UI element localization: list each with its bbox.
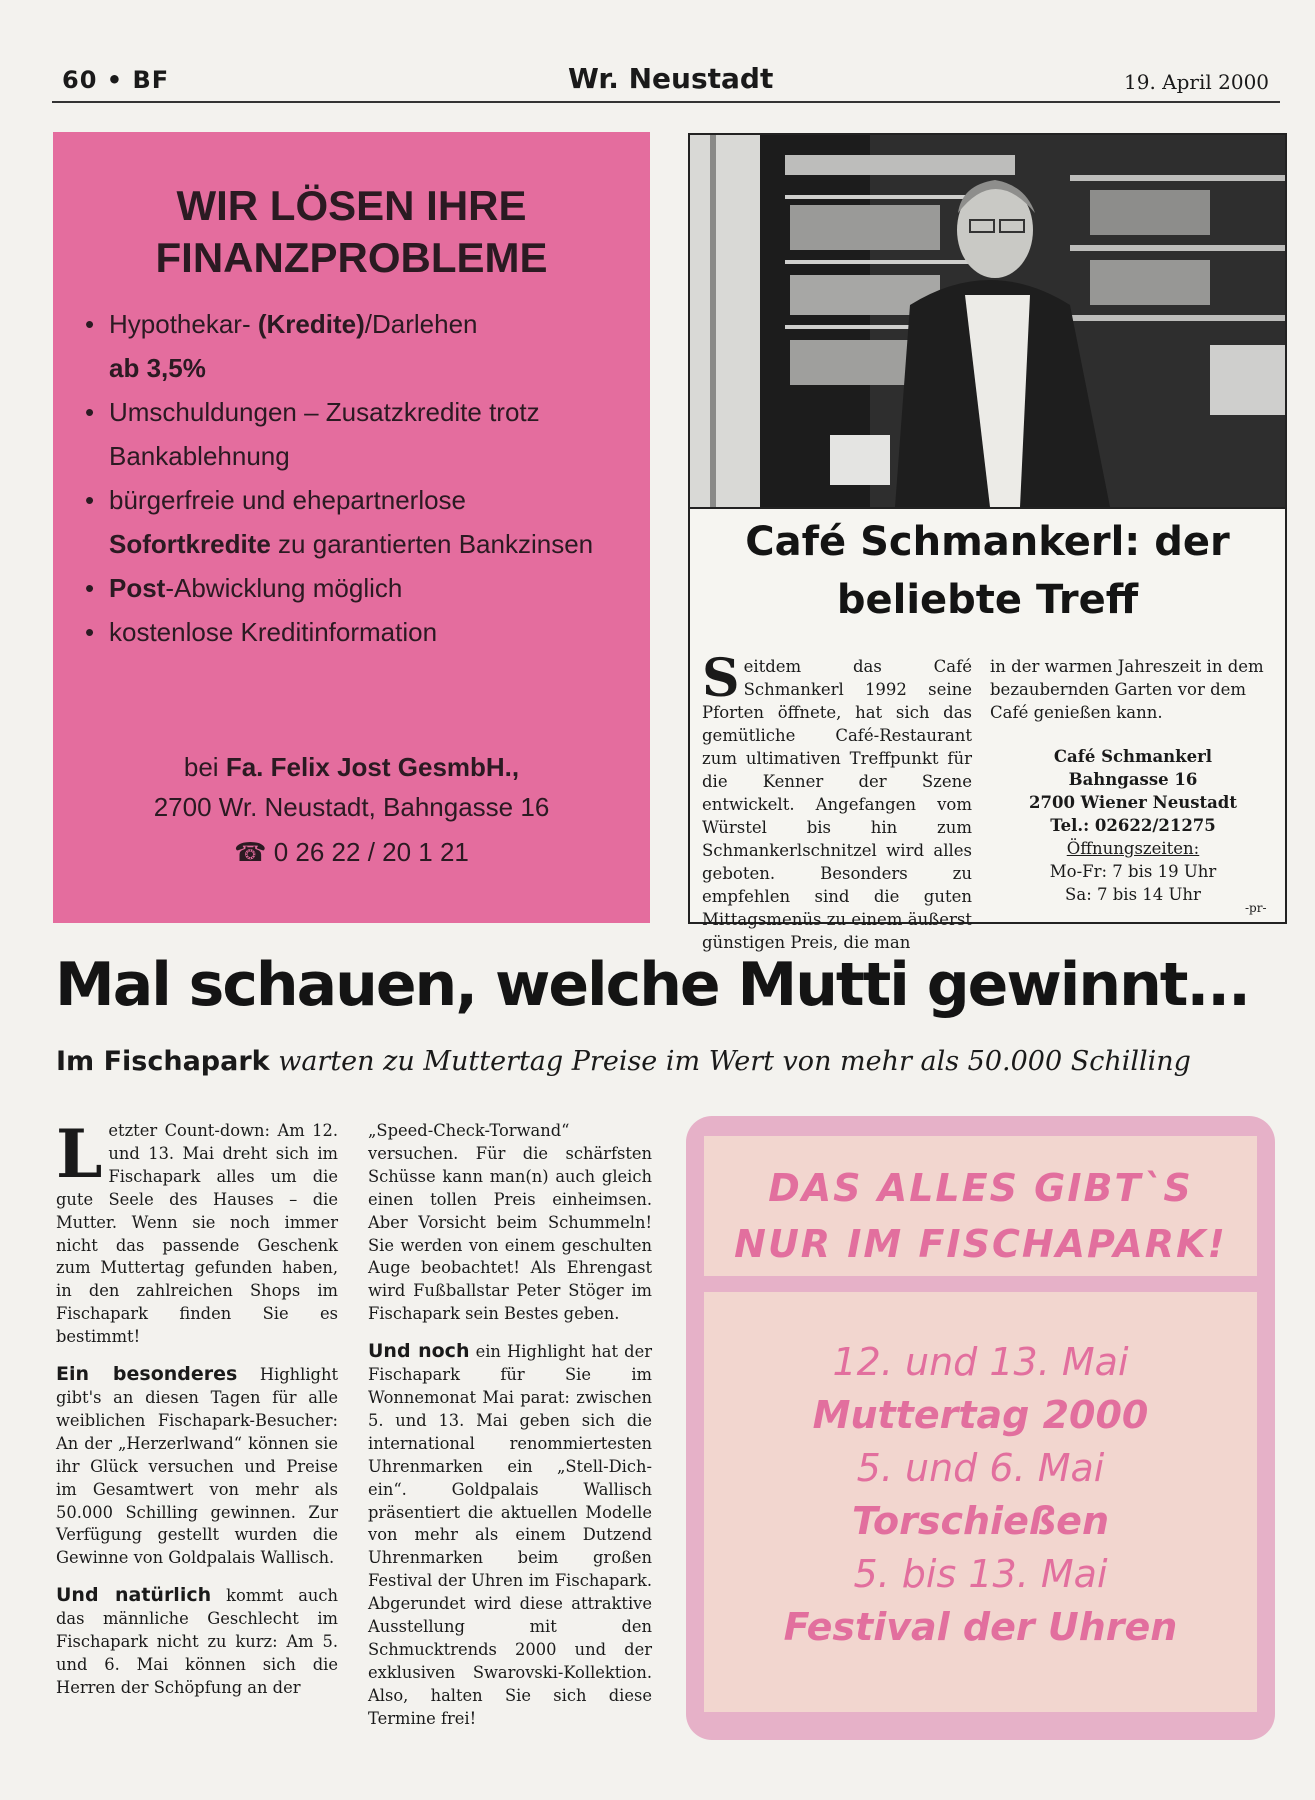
cafe-text-column: Seitdem das Café Schmankerl 1992 seine Pforten öffnete, hat sich das gemütliche Café-Restaurant zum ultimativen Treffpunkt für die Kenner der Szene entwickelt. Angefangen vom Würstel bis hin zum Schmankerlschnitzel wird alles geboten. Besonders zu empfehlen sind die guten Mittagsmenüs zu einem äußerst günstigen Preis, die man [702, 648, 972, 952]
ad-bullet-item: • Post-Abwicklung möglich [83, 566, 628, 610]
cafe-feature [688, 133, 1287, 952]
cafe-headline: Café Schmankerl: der beliebte Treff [745, 519, 1230, 623]
ad-contact: bei Fa. Felix Jost GesmbH., 2700 Wr. Neustadt, Bahngasse 16 [153, 752, 550, 822]
article-paragraph: Und noch ein Highlight hat der Fischapark für Sie im Wonnemonat Mai parat: zwischen 5. und 13. Mai geben sich die international renommiertesten Uhrenmarken ein „Stell-Dich-ein“. Goldpalais Wallisch präsentiert die aktuellen Modelle von mehr als einem Dutzend Uhrenmarken beim großen Festival der Uhren im Fischapark. Abgerundet wird diese attraktive Ausstellung mit den Schmucktrends 2000 und der exklusiven Swarovski-Kollektion. Also, halten Sie sich diese Termine frei! [368, 1340, 652, 1728]
cafe-address-block: Café Schmankerl Bahngasse 16 2700 Wiener Neustadt Tel.: 02622/21275 Öffnungszeiten: Mo-Fr: 7 bis 19 Uhr Sa: 7 bis 14 Uhr [1029, 747, 1237, 904]
drop-cap: S [702, 648, 740, 709]
fischapark-info-box [686, 1116, 1275, 1740]
event-title: Muttertag 2000 [812, 1393, 1149, 1437]
ad-bullet-item: • Hypothekar- (Kredite)/Darlehen ab 3,5% [83, 302, 628, 390]
issue-date: 19. April 2000 [1124, 70, 1270, 94]
page-title: Wr. Neustadt [568, 62, 774, 95]
ad-title: WIR LÖSEN IHRE FINANZPROBLEME [155, 182, 548, 281]
pr-credit: -pr- [1245, 901, 1267, 915]
ad-bullet-item: • bürgerfreie und ehepartnerlose Sofortkredite zu garantierten Bankzinsen [83, 478, 628, 566]
event-title: Torschießen [851, 1499, 1110, 1543]
ad-bullet-item: • kostenlose Kreditinformation [83, 610, 628, 654]
event-schedule [704, 1292, 1257, 1712]
cafe-divider [690, 507, 1285, 509]
cafe-owner-photo [690, 135, 1285, 507]
event-date: 12. und 13. Mai [832, 1340, 1129, 1384]
ad-phone: ☎ 0 26 22 / 20 1 21 [234, 837, 469, 867]
article-column-1 [56, 1115, 338, 1714]
phone-icon: ☎ [234, 837, 267, 867]
article-paragraph: Und natürlich kommt auch das männliche Geschlecht im Fischapark nicht zu kurz: Am 5. und 6. Mai können sich die Herren der Schöpfung an der [56, 1584, 338, 1697]
cafe-photo [690, 135, 1285, 507]
article-paragraph: Letzter Count-down: Am 12. und 13. Mai dreht sich im Fischapark alles um die gute Seele des Hauses – die Mutter. Wenn sie noch immer nicht das passende Geschenk zum Muttertag gefunden haben, in den zahlreichen Shops im Fischapark finden Sie es bestimmt! [56, 1115, 338, 1347]
event-date: 5. bis 13. Mai [853, 1552, 1108, 1596]
article-column-2 [368, 1120, 652, 1745]
drop-cap: L [56, 1115, 103, 1193]
finance-ad [53, 132, 650, 923]
info-banner: DAS ALLES GIBT`S NUR IM FISCHAPARK! [704, 1136, 1257, 1276]
ad-bullet-list [83, 302, 628, 654]
article-paragraph: „Speed-Check-Torwand“ versuchen. Für die schärfsten Schüsse kann man(n) auch gleich einen tollen Preis einheimsen. Aber Vorsicht beim Schummeln! Sie werden von einem geschulten Auge beobachtet! Als Ehrengast wird Fußballstar Peter Stöger im Fischapark sein Bestes geben. [368, 1121, 652, 1324]
article-paragraph: Ein besonderes Highlight gibt's an diesen Tagen für alle weiblichen Fischapark-Besucher: An der „Herzerlwand“ können sie ihr Glück versuchen und Preise im Gesamtwert von mehr als 50.000 Schilling gewinnen. Zur Verfügung gestellt wurden die Gewinne von Goldpalais Wallisch. [56, 1363, 338, 1568]
article-subheadline: Im Fischapark warten zu Muttertag Preise im Wert von mehr als 50.000 Schilling [56, 1046, 1191, 1077]
event-title: Festival der Uhren [783, 1605, 1178, 1649]
cafe-text-column-2: in der warmen Jahreszeit in dem bezaubernden Garten vor dem Café genießen kann. [990, 657, 1264, 722]
ad-bullet-item: • Umschuldungen – Zusatzkredite trotz Bankablehnung [83, 390, 628, 478]
article-headline: Mal schauen, welche Mutti gewinnt... [55, 950, 1249, 1020]
event-date: 5. und 6. Mai [856, 1446, 1105, 1490]
page-section-label: 60 • BF [62, 66, 170, 94]
header-rule [52, 101, 1280, 103]
